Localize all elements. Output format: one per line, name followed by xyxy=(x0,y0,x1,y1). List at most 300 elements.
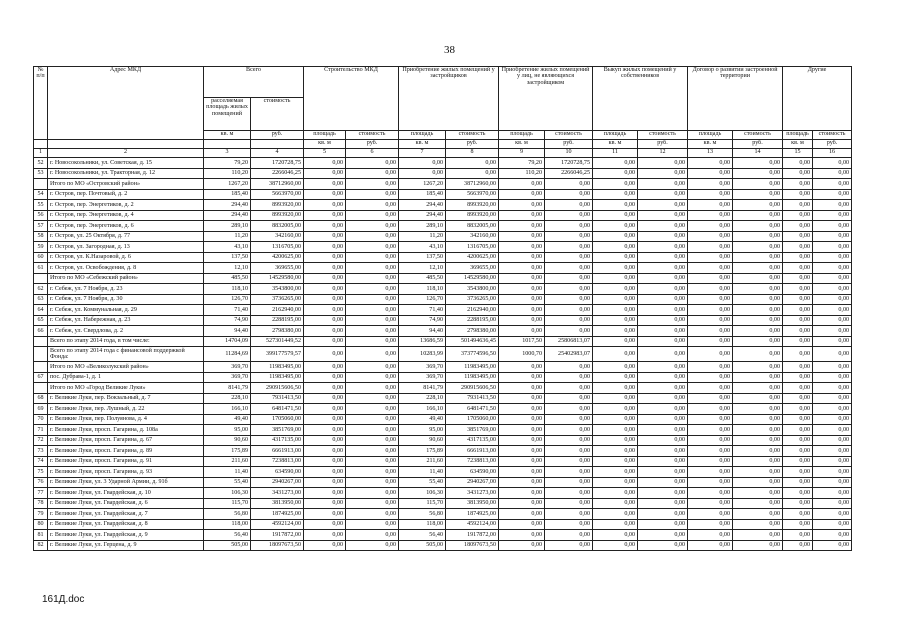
row-value: 0,00 xyxy=(593,456,638,467)
row-value: 0,00 xyxy=(638,305,688,316)
row-address: г. Себеж, ул. Коммунальная, д. 29 xyxy=(48,305,204,316)
row-value: 0,00 xyxy=(783,498,813,509)
row-value: 211,60 xyxy=(399,456,446,467)
row-value: 290915606,50 xyxy=(251,383,304,394)
header-unit-cost: руб. xyxy=(733,140,783,149)
row-value: 0,00 xyxy=(688,231,733,242)
row-value: 0,00 xyxy=(346,530,399,541)
header-unit-area: кв. м xyxy=(499,140,545,149)
row-address: Итого по МО «Себежский район» xyxy=(48,273,204,284)
row-address: г. Остров, ул. 25 Октября, д. 77 xyxy=(48,231,204,242)
row-value: 0,00 xyxy=(783,231,813,242)
row-value: 115,70 xyxy=(399,498,446,509)
row-value: 0,00 xyxy=(545,383,593,394)
row-value: 0,00 xyxy=(346,284,399,295)
row-value: 94,40 xyxy=(204,326,251,337)
header-group-construction: Строительство МКД xyxy=(304,67,399,131)
row-value: 0,00 xyxy=(813,179,852,190)
row-value: 8141,79 xyxy=(399,383,446,394)
header-group-total: Всего xyxy=(204,67,304,98)
table-row xyxy=(34,326,852,337)
row-value: 55,40 xyxy=(204,477,251,488)
row-value: 4592124,00 xyxy=(446,519,499,530)
row-number: 72 xyxy=(34,435,48,446)
row-value: 0,00 xyxy=(593,540,638,551)
row-value: 5663970,00 xyxy=(446,189,499,200)
row-value: 0,00 xyxy=(813,168,852,179)
row-value: 0,00 xyxy=(813,347,852,362)
row-value: 6481471,50 xyxy=(446,404,499,415)
row-value: 0,00 xyxy=(593,404,638,415)
row-value: 369655,00 xyxy=(251,263,304,274)
row-value: 0,00 xyxy=(813,498,852,509)
row-value: 0,00 xyxy=(346,231,399,242)
header-row-groups xyxy=(34,67,852,98)
row-value: 0,00 xyxy=(545,179,593,190)
row-value: 369,70 xyxy=(399,372,446,383)
row-value: 0,00 xyxy=(688,284,733,295)
row-value: 0,00 xyxy=(813,252,852,263)
row-value: 0,00 xyxy=(688,315,733,326)
row-value: 3736265,00 xyxy=(251,294,304,305)
table-row xyxy=(34,467,852,478)
row-value: 94,40 xyxy=(399,326,446,337)
program-table-container xyxy=(33,66,851,551)
row-value: 0,00 xyxy=(304,294,346,305)
row-number xyxy=(34,273,48,284)
row-value: 0,00 xyxy=(545,540,593,551)
row-value: 0,00 xyxy=(545,294,593,305)
row-number: 63 xyxy=(34,294,48,305)
row-value: 74,90 xyxy=(399,315,446,326)
row-value: 0,00 xyxy=(593,530,638,541)
row-value: 0,00 xyxy=(593,446,638,457)
row-value: 0,00 xyxy=(593,252,638,263)
row-value: 0,00 xyxy=(346,273,399,284)
row-value: 527301449,52 xyxy=(251,336,304,347)
table-row xyxy=(34,404,852,415)
row-value: 0,00 xyxy=(638,168,688,179)
row-value: 0,00 xyxy=(346,189,399,200)
column-number: 13 xyxy=(688,149,733,158)
row-value: 0,00 xyxy=(733,315,783,326)
row-value: 8832005,00 xyxy=(446,221,499,232)
row-value: 0,00 xyxy=(688,425,733,436)
row-value: 0,00 xyxy=(638,446,688,457)
row-value: 0,00 xyxy=(545,372,593,383)
row-value: 0,00 xyxy=(399,158,446,169)
row-value: 0,00 xyxy=(813,189,852,200)
row-value: 0,00 xyxy=(304,252,346,263)
table-row xyxy=(34,509,852,520)
row-value: 0,00 xyxy=(733,456,783,467)
row-value: 56,80 xyxy=(399,509,446,520)
row-value: 0,00 xyxy=(638,315,688,326)
row-value: 0,00 xyxy=(593,263,638,274)
row-value: 0,00 xyxy=(783,488,813,499)
row-value: 0,00 xyxy=(545,210,593,221)
row-value: 0,00 xyxy=(545,425,593,436)
row-value: 0,00 xyxy=(688,294,733,305)
row-address: г. Великие Луки, ул. Герцена, д. 9 xyxy=(48,540,204,551)
header-unit-total-cost: руб. xyxy=(251,131,304,140)
row-value: 0,00 xyxy=(783,242,813,253)
row-value: 0,00 xyxy=(638,179,688,190)
row-address: г. Великие Луки, просп. Гагарина, д. 89 xyxy=(48,446,204,457)
header-sub-area: площадь xyxy=(783,131,813,140)
row-address: г. Великие Луки, пер. Лушный, д. 22 xyxy=(48,404,204,415)
table-row xyxy=(34,179,852,190)
row-value: 0,00 xyxy=(638,231,688,242)
row-value: 0,00 xyxy=(733,179,783,190)
row-number: 58 xyxy=(34,231,48,242)
row-value: 0,00 xyxy=(545,435,593,446)
row-address: г. Великие Луки, просп. Гагарина, д. 108а xyxy=(48,425,204,436)
row-value: 0,00 xyxy=(593,221,638,232)
row-value: 0,00 xyxy=(304,435,346,446)
column-number: 6 xyxy=(346,149,399,158)
row-value: 4200625,00 xyxy=(251,252,304,263)
row-value: 49,40 xyxy=(204,414,251,425)
row-value: 0,00 xyxy=(688,519,733,530)
row-value: 185,40 xyxy=(204,189,251,200)
row-value: 0,00 xyxy=(304,200,346,211)
row-value: 0,00 xyxy=(638,488,688,499)
row-value: 0,00 xyxy=(733,189,783,200)
row-value: 0,00 xyxy=(688,347,733,362)
row-value: 0,00 xyxy=(733,425,783,436)
header-group-buyout: Выкуп жилых помещений у собственников xyxy=(593,67,688,131)
row-address: г. Остров, ул. Загородная, д. 13 xyxy=(48,242,204,253)
row-value: 1705060,00 xyxy=(251,414,304,425)
row-value: 342160,00 xyxy=(446,231,499,242)
row-value: 0,00 xyxy=(813,200,852,211)
row-value: 289,10 xyxy=(399,221,446,232)
header-unit-cost: руб. xyxy=(638,140,688,149)
row-value: 0,00 xyxy=(813,519,852,530)
row-value: 166,10 xyxy=(399,404,446,415)
row-value: 0,00 xyxy=(783,425,813,436)
row-value: 0,00 xyxy=(638,242,688,253)
row-value: 0,00 xyxy=(499,252,545,263)
row-value: 6481471,50 xyxy=(251,404,304,415)
row-value: 0,00 xyxy=(304,383,346,394)
row-number: 57 xyxy=(34,221,48,232)
row-value: 0,00 xyxy=(545,456,593,467)
row-value: 0,00 xyxy=(733,231,783,242)
row-value: 0,00 xyxy=(499,446,545,457)
row-value: 0,00 xyxy=(499,315,545,326)
row-value: 0,00 xyxy=(304,210,346,221)
row-value: 0,00 xyxy=(688,362,733,373)
row-value: 0,00 xyxy=(688,488,733,499)
row-value: 0,00 xyxy=(733,273,783,284)
table-row xyxy=(34,372,852,383)
row-value: 0,00 xyxy=(813,488,852,499)
row-value: 0,00 xyxy=(733,467,783,478)
row-value: 0,00 xyxy=(813,467,852,478)
row-value: 0,00 xyxy=(499,284,545,295)
row-value: 3813950,00 xyxy=(251,498,304,509)
row-value: 0,00 xyxy=(545,326,593,337)
row-value: 0,00 xyxy=(593,179,638,190)
row-value: 0,00 xyxy=(545,467,593,478)
table-row xyxy=(34,210,852,221)
row-address: г. Остров, ул. Освобождения, д. 8 xyxy=(48,263,204,274)
row-number: 59 xyxy=(34,242,48,253)
row-value: 0,00 xyxy=(638,425,688,436)
row-value: 0,00 xyxy=(346,294,399,305)
row-number: 70 xyxy=(34,414,48,425)
row-address: г. Великие Луки, ул. Гвардейская, д. 10 xyxy=(48,488,204,499)
row-value: 0,00 xyxy=(733,540,783,551)
row-value: 0,00 xyxy=(593,393,638,404)
table-row xyxy=(34,456,852,467)
row-value: 0,00 xyxy=(688,221,733,232)
row-value: 3813950,00 xyxy=(446,498,499,509)
row-value: 0,00 xyxy=(346,435,399,446)
row-value: 8832005,00 xyxy=(251,221,304,232)
page-number: 38 xyxy=(444,44,455,56)
row-value: 0,00 xyxy=(545,488,593,499)
row-value: 0,00 xyxy=(688,189,733,200)
row-value: 0,00 xyxy=(813,315,852,326)
row-value: 0,00 xyxy=(638,467,688,478)
column-number: 16 xyxy=(813,149,852,158)
row-number: 54 xyxy=(34,189,48,200)
row-value: 0,00 xyxy=(813,383,852,394)
row-value: 0,00 xyxy=(688,168,733,179)
row-value: 0,00 xyxy=(593,435,638,446)
row-value: 0,00 xyxy=(346,200,399,211)
row-value: 0,00 xyxy=(346,315,399,326)
row-value: 399177579,57 xyxy=(251,347,304,362)
row-value: 0,00 xyxy=(545,393,593,404)
row-value: 0,00 xyxy=(545,189,593,200)
row-value: 0,00 xyxy=(499,372,545,383)
table-row xyxy=(34,158,852,169)
row-value: 0,00 xyxy=(346,519,399,530)
row-address: г. Новосокольники, ул. Советская, д. 15 xyxy=(48,158,204,169)
row-value: 0,00 xyxy=(688,242,733,253)
row-value: 0,00 xyxy=(813,263,852,274)
row-address: г. Великие Луки, ул. 3 Ударной Армии, д. 91б xyxy=(48,477,204,488)
row-value: 0,00 xyxy=(638,189,688,200)
row-value: 0,00 xyxy=(304,509,346,520)
row-value: 0,00 xyxy=(813,446,852,457)
row-value: 1267,20 xyxy=(204,179,251,190)
row-value: 0,00 xyxy=(783,158,813,169)
row-value: 0,00 xyxy=(593,168,638,179)
row-number: 73 xyxy=(34,446,48,457)
row-value: 0,00 xyxy=(593,509,638,520)
row-value: 95,00 xyxy=(399,425,446,436)
row-value: 95,00 xyxy=(204,425,251,436)
row-value: 228,10 xyxy=(399,393,446,404)
header-group-territory-agreement: Договор о развитии застроенной территории xyxy=(688,67,783,131)
table-row xyxy=(34,168,852,179)
row-number: 77 xyxy=(34,488,48,499)
row-value: 0,00 xyxy=(733,404,783,415)
row-value: 0,00 xyxy=(688,540,733,551)
row-value: 43,10 xyxy=(204,242,251,253)
row-value: 2266046,25 xyxy=(251,168,304,179)
row-value: 0,00 xyxy=(593,273,638,284)
row-value: 0,00 xyxy=(304,189,346,200)
row-value: 0,00 xyxy=(593,231,638,242)
row-value: 0,00 xyxy=(688,393,733,404)
row-value: 0,00 xyxy=(813,404,852,415)
row-value: 0,00 xyxy=(499,509,545,520)
row-number: 81 xyxy=(34,530,48,541)
row-number: 76 xyxy=(34,477,48,488)
column-number: 15 xyxy=(783,149,813,158)
row-value: 0,00 xyxy=(733,519,783,530)
row-value: 0,00 xyxy=(499,179,545,190)
table-row xyxy=(34,315,852,326)
row-value: 0,00 xyxy=(783,404,813,415)
row-value: 0,00 xyxy=(688,477,733,488)
row-value: 369,70 xyxy=(399,362,446,373)
row-value: 0,00 xyxy=(813,414,852,425)
row-value: 0,00 xyxy=(688,305,733,316)
column-number: 12 xyxy=(638,149,688,158)
row-value: 0,00 xyxy=(304,446,346,457)
row-value: 12,10 xyxy=(204,263,251,274)
row-value: 0,00 xyxy=(593,488,638,499)
row-value: 79,20 xyxy=(204,158,251,169)
row-number: 53 xyxy=(34,168,48,179)
row-value: 0,00 xyxy=(638,294,688,305)
row-value: 0,00 xyxy=(499,326,545,337)
row-value: 369,70 xyxy=(204,372,251,383)
row-value: 0,00 xyxy=(446,158,499,169)
row-value: 0,00 xyxy=(733,305,783,316)
row-value: 0,00 xyxy=(813,210,852,221)
row-number xyxy=(34,347,48,362)
row-value: 137,50 xyxy=(204,252,251,263)
row-value: 0,00 xyxy=(638,372,688,383)
table-row xyxy=(34,477,852,488)
header-unit-cost: руб. xyxy=(346,140,399,149)
row-value: 0,00 xyxy=(638,456,688,467)
row-value: 485,50 xyxy=(399,273,446,284)
row-value: 4317135,00 xyxy=(251,435,304,446)
header-unit-total-area: кв. м xyxy=(204,131,251,140)
row-value: 0,00 xyxy=(638,519,688,530)
row-value: 1000,70 xyxy=(499,347,545,362)
header-sub-cost: стоимость xyxy=(813,131,852,140)
row-value: 0,00 xyxy=(733,294,783,305)
row-value: 0,00 xyxy=(499,414,545,425)
row-value: 0,00 xyxy=(346,488,399,499)
row-value: 0,00 xyxy=(783,509,813,520)
row-value: 11983495,00 xyxy=(251,362,304,373)
row-address: пос. Дубрава-1, д. 1 xyxy=(48,372,204,383)
table-row xyxy=(34,284,852,295)
row-value: 0,00 xyxy=(638,509,688,520)
header-unit-blank xyxy=(34,140,48,149)
row-value: 0,00 xyxy=(304,372,346,383)
row-value: 0,00 xyxy=(783,294,813,305)
table-row xyxy=(34,347,852,362)
row-value: 71,40 xyxy=(399,305,446,316)
row-value: 0,00 xyxy=(783,273,813,284)
row-value: 0,00 xyxy=(688,498,733,509)
header-sub-total-area: расселяемая площадь жилых помещений xyxy=(204,98,251,131)
row-number: 65 xyxy=(34,315,48,326)
row-address: г. Великие Луки, ул. Гвардейская, д. 6 xyxy=(48,498,204,509)
row-value: 8993920,00 xyxy=(446,210,499,221)
column-number: 10 xyxy=(545,149,593,158)
row-value: 0,00 xyxy=(346,372,399,383)
row-value: 0,00 xyxy=(638,273,688,284)
row-value: 13686,59 xyxy=(399,336,446,347)
column-number: 8 xyxy=(446,149,499,158)
row-value: 0,00 xyxy=(545,414,593,425)
row-address: Итого по МО «Великолукский район» xyxy=(48,362,204,373)
row-value: 0,00 xyxy=(783,284,813,295)
program-table xyxy=(33,66,852,551)
row-value: 0,00 xyxy=(346,336,399,347)
row-value: 0,00 xyxy=(499,456,545,467)
table-row xyxy=(34,263,852,274)
row-value: 0,00 xyxy=(346,263,399,274)
row-value: 110,20 xyxy=(204,168,251,179)
row-value: 0,00 xyxy=(593,362,638,373)
row-value: 0,00 xyxy=(545,263,593,274)
row-value: 0,00 xyxy=(638,498,688,509)
row-value: 1316705,00 xyxy=(251,242,304,253)
table-row xyxy=(34,519,852,530)
row-value: 0,00 xyxy=(688,158,733,169)
header-unit-blank xyxy=(48,140,204,149)
row-value: 0,00 xyxy=(593,315,638,326)
row-value: 0,00 xyxy=(346,393,399,404)
row-value: 0,00 xyxy=(638,263,688,274)
row-value: 294,40 xyxy=(204,200,251,211)
row-value: 0,00 xyxy=(688,509,733,520)
header-sub-cost: стоимость xyxy=(638,131,688,140)
row-value: 0,00 xyxy=(499,519,545,530)
row-value: 0,00 xyxy=(733,158,783,169)
table-row xyxy=(34,273,852,284)
row-value: 0,00 xyxy=(813,509,852,520)
row-value: 0,00 xyxy=(346,221,399,232)
row-value: 0,00 xyxy=(545,231,593,242)
row-value: 4200625,00 xyxy=(446,252,499,263)
row-value: 0,00 xyxy=(593,519,638,530)
row-address: г. Великие Луки, просп. Гагарина, д. 67 xyxy=(48,435,204,446)
row-value: 0,00 xyxy=(638,414,688,425)
row-value: 0,00 xyxy=(813,540,852,551)
table-row xyxy=(34,336,852,347)
row-value: 0,00 xyxy=(688,326,733,337)
header-unit-cost: руб. xyxy=(446,140,499,149)
row-value: 38712960,00 xyxy=(251,179,304,190)
row-value: 1874925,00 xyxy=(446,509,499,520)
row-value: 2798380,00 xyxy=(446,326,499,337)
row-value: 0,00 xyxy=(304,347,346,362)
row-value: 0,00 xyxy=(304,362,346,373)
table-row xyxy=(34,530,852,541)
row-value: 0,00 xyxy=(499,305,545,316)
row-value: 0,00 xyxy=(783,435,813,446)
row-value: 0,00 xyxy=(593,326,638,337)
row-value: 4592124,00 xyxy=(251,519,304,530)
row-value: 0,00 xyxy=(346,179,399,190)
row-value: 11983495,00 xyxy=(446,362,499,373)
